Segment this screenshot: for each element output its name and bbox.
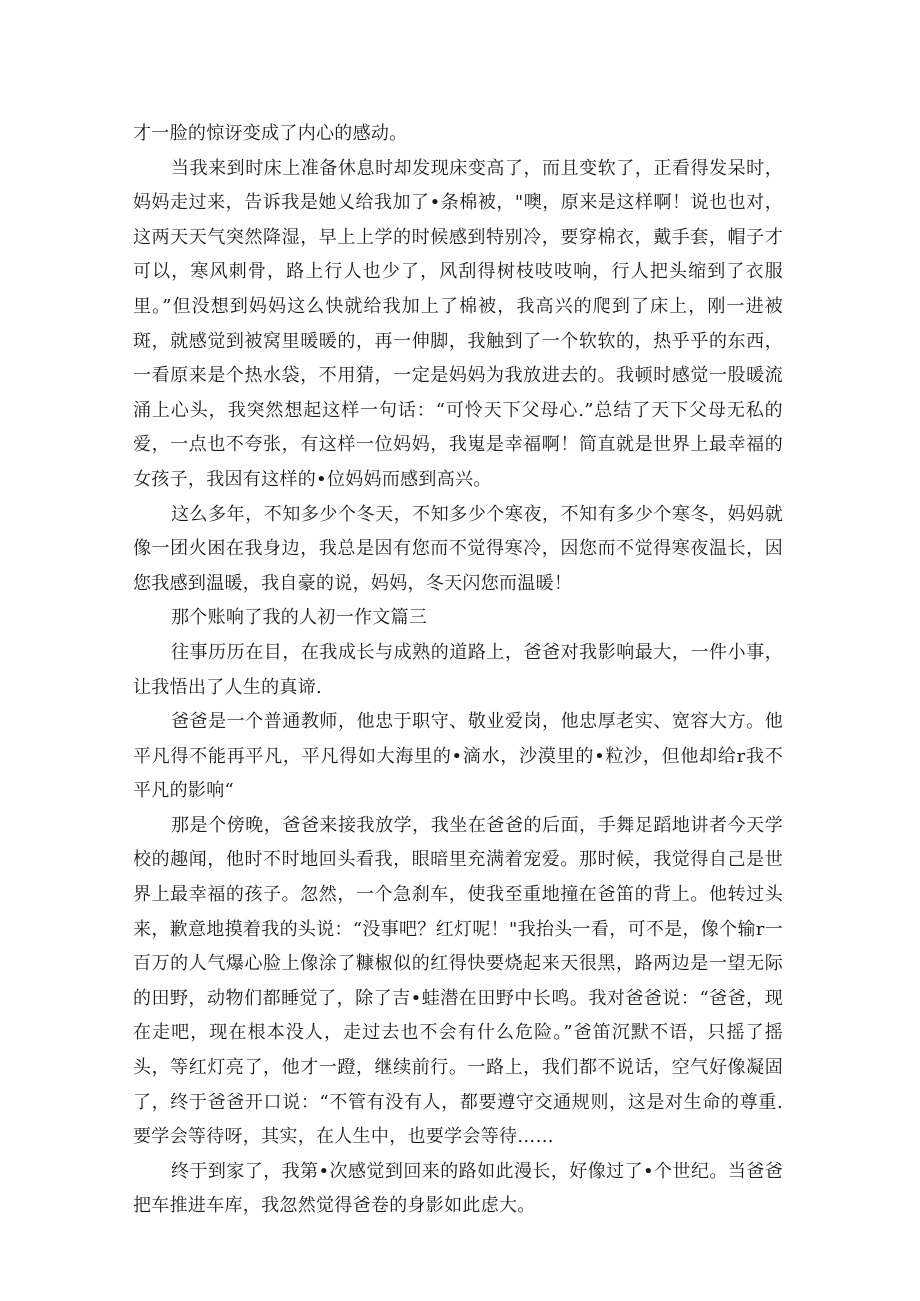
paragraph-continuation: 才一脸的惊讶变成了内心的感动。 — [133, 123, 408, 144]
paragraph: 这么多年，不知多少个冬天，不知多少个寒夜，不知有多少个寒冬，妈妈就像一团火困在我身边，我总是因有您而不觉得寒冷，因您而不觉得寒夜温长，因您我感到温暖，我自豪的说，妈妈，冬天闪您而温暖！ — [133, 503, 783, 594]
paragraph: 终于到家了，我第•次感觉到回来的路如此漫长，好像过了•个世纪。当爸爸把车推进车库，我忽然觉得爸卷的身影如此虑大。 — [133, 1160, 783, 1217]
paragraph: 爸爸是一个普通教师，他忠于职守、敬业爱岗，他忠厚老实、宽容大方。他平凡得不能再平凡，平凡得如大海里的•滴水，沙漠里的•粒沙，但他却给r我不平凡的影响“ — [133, 711, 783, 802]
paragraph: 往事历历在目，在我成长与成熟的道路上，爸爸对我影响最大，一件小事，让我悟出了人生的真谛. — [133, 641, 783, 698]
paragraph: 当我来到时床上准备休息时却发现床变高了，而且变软了，正看得发呆时，妈妈走过来，告诉我是她乂给我加了•条棉被，"噢，原来是这样啊！说也也对，这两天天气突然降湿，早上上学的时候感到特别冷，要穿棉衣，戴手套，帽子才可以，寒风刺骨，路上行人也少了，风刮得树枝吱吱响，行人把头缩到了衣服里。”但没想到妈妈这么快就给我加上了棉被，我高兴的爬到了床上，刚一进被斑，就感觉到被窝里暖暖的，再一伸脚，我触到了一个软软的，热乎乎的东西，一看原来是个热水袋，不用猜，一定是妈妈为我放进去的。我顿时感觉一股暖流涌上心头，我突然想起这样一句话：“可怜天下父母心.”总结了天下父母无私的爱，一点也不夸张，有这样一位妈妈，我嵬是幸福啊！简直就是世界上最幸福的女孩子，我因有这样的•位妈妈而感到高兴。 — [133, 157, 783, 490]
article-body — [133, 117, 783, 1224]
section-heading: 那个账响了我的人初一作文篇三 — [171, 607, 428, 629]
paragraph: 那是个傍晚，爸爸来接我放学，我坐在爸爸的后面，手舞足蹈地讲者今天学校的趣闻，他时不时地回头看我，眼暗里充满着宠爱。那时候，我觉得自己是世界上最幸福的孩子。忽然，一个急刹车，使我至重地撞在爸笛的背上。他转过头来，歉意地摸着我的头说：“没事吧？红灯呢！"我抬头一看，可不是，像个输r一百万的人气爆心脸上像涂了糠椒似的红得快要烧起来天很黑，路两边是一望无际的田野，动物们都睡觉了，除了吉•蛙潜在田野中长鸣。我对爸爸说：“爸爸，现在走吧，现在根本没人，走过去也不会有什么危险。”爸笛沉默不语，只摇了摇头，等红灯亮了，他才一蹬，继续前行。一路上，我们都不说话，空气好像凝固了，终于爸爸开口说：“不管有没有人，都要遵守交通规则，这是对生命的尊重.要学会等待呀，其实，在人生中，也要学会等待…… — [133, 814, 783, 1148]
